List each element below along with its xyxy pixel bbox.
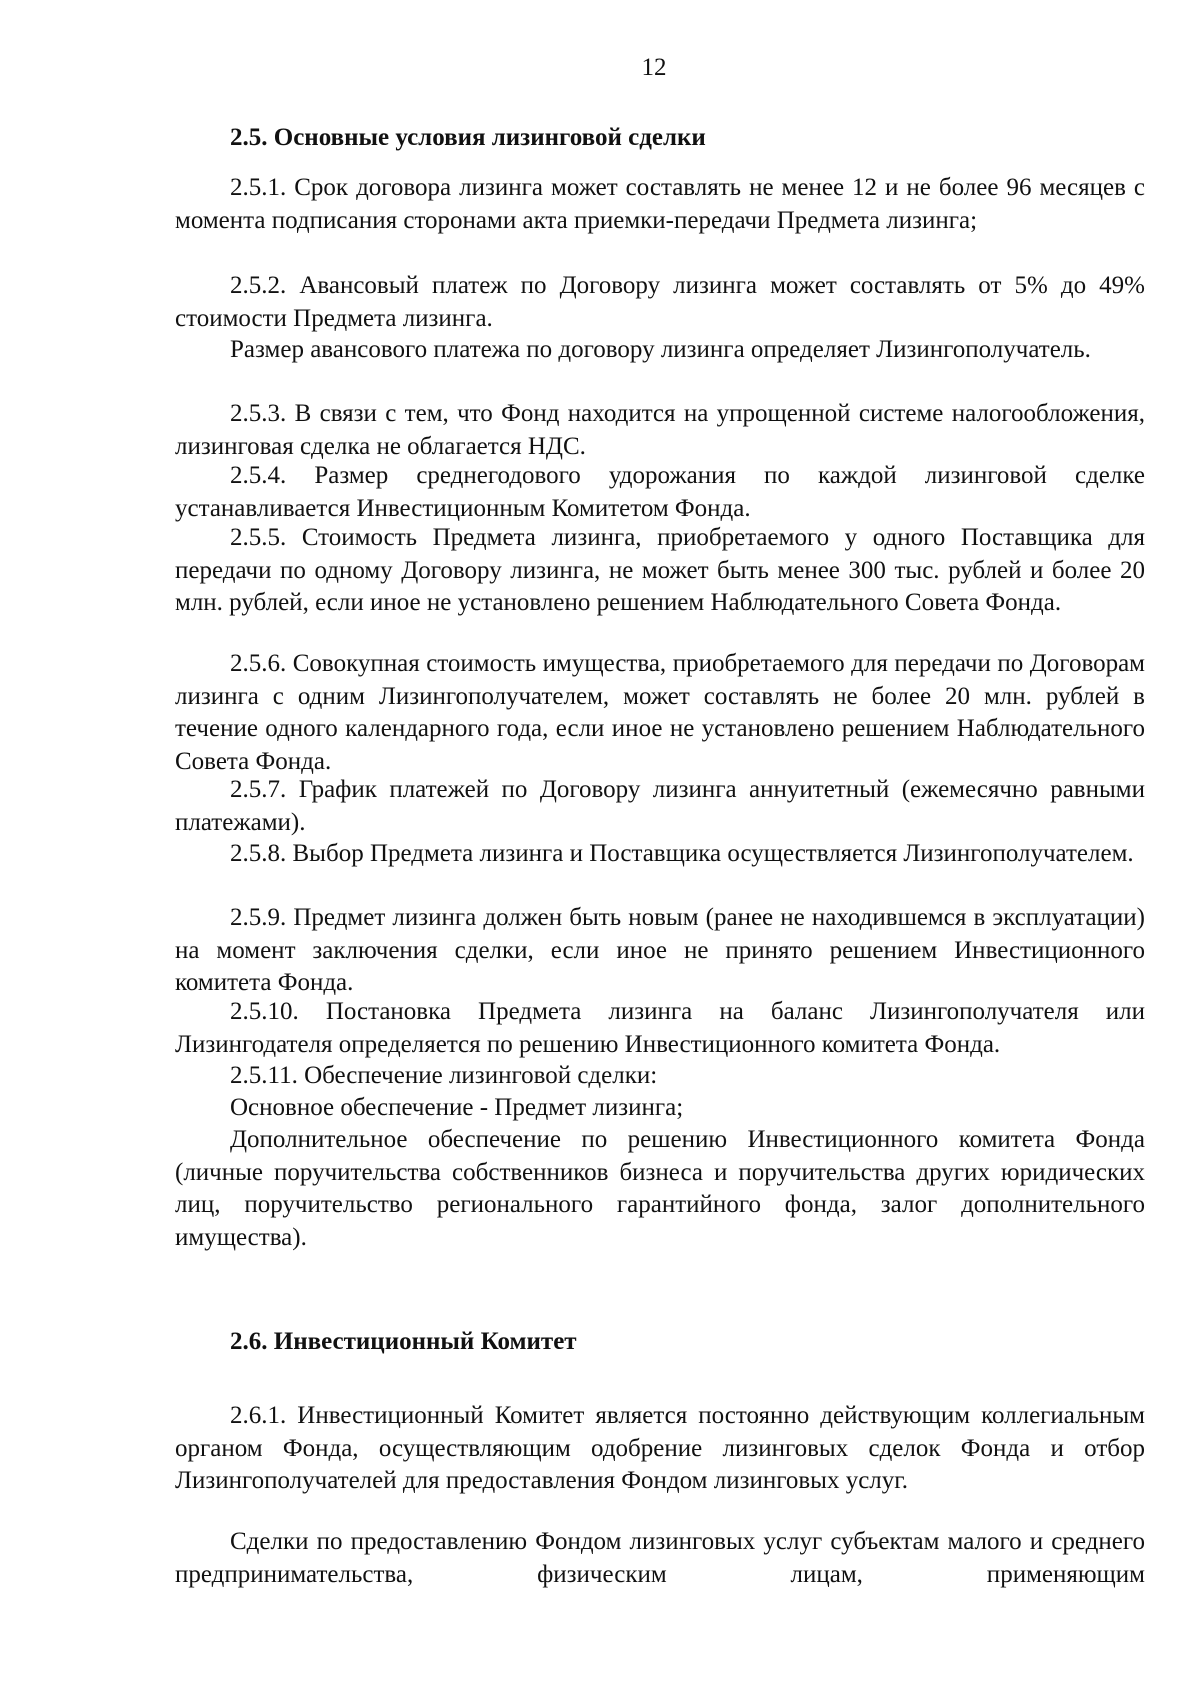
paragraph-2-5-11: 2.5.11. Обеспечение лизинговой сделки: <box>230 1062 658 1089</box>
paragraph-2-5-3: 2.5.3. В связи с тем, что Фонд находится на упрощенной системе налогообложения, лизинговая сделка не облагается НДС. <box>175 400 1145 460</box>
paragraph-additional-collateral: Дополнительное обеспечение по решению Инвестиционного комитета Фонда (личные поручительства собственников бизнеса и поручительства других юридических лиц, поручительство регионального гарантийного фонда, залог дополнительного имущества). <box>175 1126 1145 1251</box>
section-heading-2-6: 2.6. Инвестиционный Комитет <box>230 1328 577 1355</box>
paragraph-main-collateral: Основное обеспечение - Предмет лизинга; <box>230 1094 684 1121</box>
page-number: 12 <box>641 54 667 81</box>
section-heading-2-5: 2.5. Основные условия лизинговой сделки <box>230 124 706 151</box>
paragraph-deals-smb: Сделки по предоставлению Фондом лизинговых услуг субъектам малого и среднего предпринимательства, физическим лицам, применяющим <box>175 1528 1145 1588</box>
paragraph-2-5-4: 2.5.4. Размер среднегодового удорожания по каждой лизинговой сделке устанавливается Инвестиционным Комитетом Фонда. <box>175 462 1145 522</box>
paragraph-2-5-8: 2.5.8. Выбор Предмета лизинга и Поставщика осуществляется Лизингополучателем. <box>230 840 1134 867</box>
paragraph-2-6-1: 2.6.1. Инвестиционный Комитет является постоянно действующим коллегиальным органом Фонда, осуществляющим одобрение лизинговых сделок Фонда и отбор Лизингополучателей для предоставления Фондом лизинговых услуг. <box>175 1402 1145 1495</box>
paragraph-2-5-7: 2.5.7. График платежей по Договору лизинга аннуитетный (ежемесячно равными платежами). <box>175 776 1145 836</box>
paragraph-2-5-9: 2.5.9. Предмет лизинга должен быть новым (ранее не находившемся в эксплуатации) на момент заключения сделки, если иное не принято решением Инвестиционного комитета Фонда. <box>175 904 1145 997</box>
paragraph-advance-size: Размер авансового платежа по договору лизинга определяет Лизингополучатель. <box>230 336 1091 363</box>
paragraph-2-5-1: 2.5.1. Срок договора лизинга может составлять не менее 12 и не более 96 месяцев с момента подписания сторонами акта приемки-передачи Предмета лизинга; <box>175 174 1145 234</box>
paragraph-2-5-2: 2.5.2. Авансовый платеж по Договору лизинга может составлять от 5% до 49% стоимости Предмета лизинга. <box>175 272 1145 332</box>
paragraph-2-5-10: 2.5.10. Постановка Предмета лизинга на баланс Лизингополучателя или Лизингодателя определяется по решению Инвестиционного комитета Фонда. <box>175 998 1145 1058</box>
paragraph-2-5-5: 2.5.5. Стоимость Предмета лизинга, приобретаемого у одного Поставщика для передачи по одному Договору лизинга, не может быть менее 300 тыс. рублей и более 20 млн. рублей, если иное не установлено решением Наблюдательного Совета Фонда. <box>175 524 1145 617</box>
paragraph-2-5-6: 2.5.6. Совокупная стоимость имущества, приобретаемого для передачи по Договорам лизинга с одним Лизингополучателем, может составлять не более 20 млн. рублей в течение одного календарного года, если иное не установлено решением Наблюдательного Совета Фонда. <box>175 650 1145 775</box>
